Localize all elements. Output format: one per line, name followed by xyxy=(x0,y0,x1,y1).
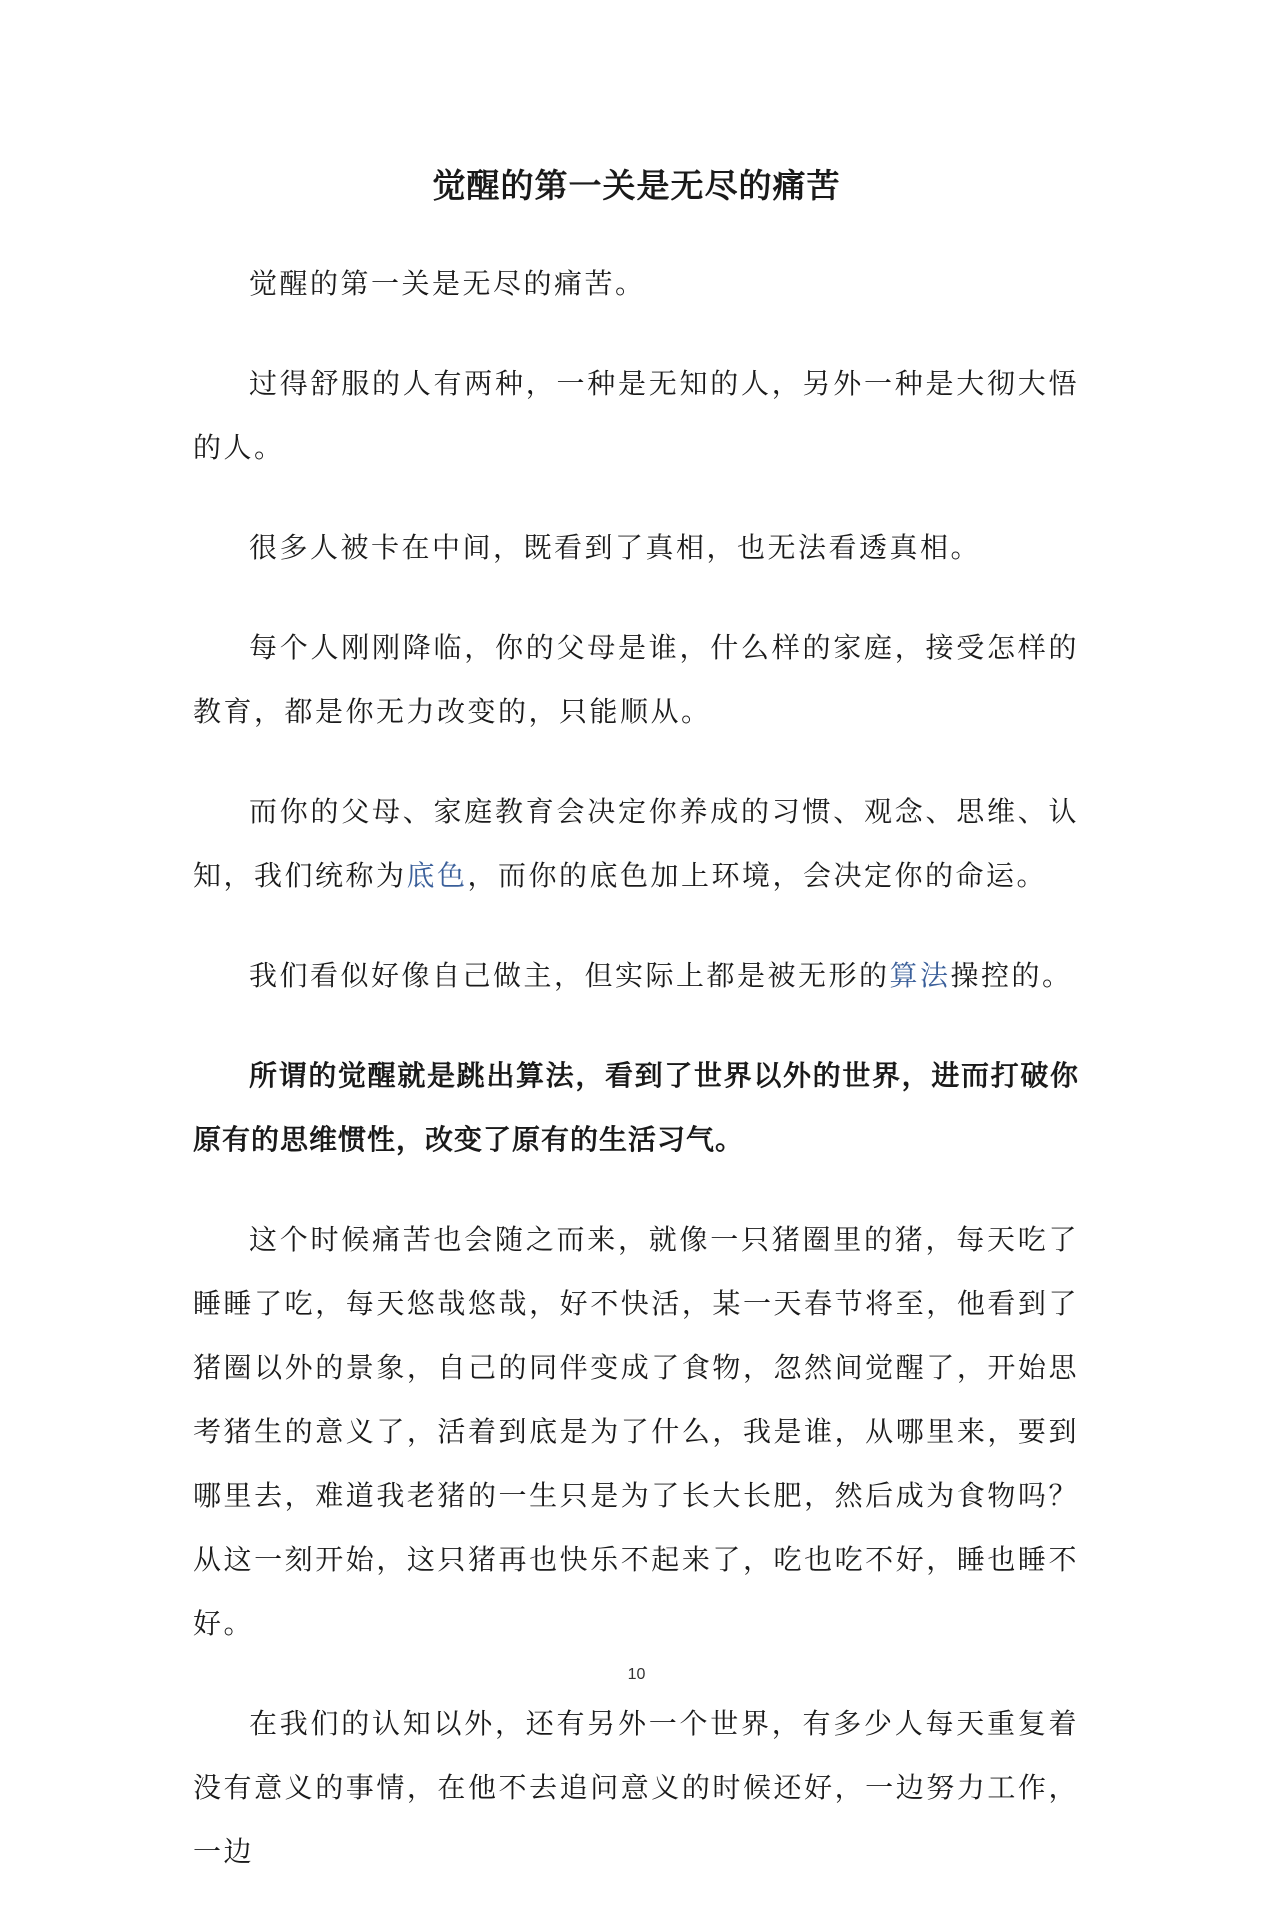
paragraph-6 xyxy=(193,944,1079,1008)
paragraph-8: 这个时候痛苦也会随之而来，就像一只猪圈里的猪，每天吃了睡睡了吃，每天悠哉悠哉，好不快活，某一天春节将至，他看到了猪圈以外的景象，自己的同伴变成了食物，忽然间觉醒了，开始思考猪生的意义了，活着到底是为了什么，我是谁，从哪里来，要到哪里去，难道我老猪的一生只是为了长大长肥，然后成为食物吗？从这一刻开始，这只猪再也快乐不起来了，吃也吃不好，睡也睡不好。 xyxy=(193,1223,1079,1640)
link-dise[interactable]: 底色 xyxy=(406,859,468,892)
paragraph-1: 觉醒的第一关是无尽的痛苦。 xyxy=(249,267,646,300)
paragraph-5-text-before: 而你的父母、家庭教育会决定你养成的习惯、观念、思维、认知，我们统称为 xyxy=(193,795,1079,892)
page-number: 10 xyxy=(627,1666,646,1683)
paragraph-6-text-after: 操控的。 xyxy=(950,959,1073,992)
paragraph-7-emphasis: 所谓的觉醒就是跳出算法，看到了世界以外的世界，进而打破你原有的思维惯性，改变了原有的生活习气。 xyxy=(193,1059,1079,1156)
paragraph-6-text-before: 我们看似好像自己做主，但实际上都是被无形的 xyxy=(249,959,890,992)
paragraph-2: 过得舒服的人有两种，一种是无知的人，另外一种是大彻大悟的人。 xyxy=(193,367,1079,464)
paragraph-9: 在我们的认知以外，还有另外一个世界，有多少人每天重复着没有意义的事情，在他不去追问意义的时候还好，一边努力工作，一边 xyxy=(193,1707,1079,1868)
paragraph-4: 每个人刚刚降临，你的父母是谁，什么样的家庭，接受怎样的教育，都是你无力改变的，只能顺从。 xyxy=(193,631,1079,728)
paragraph-5 xyxy=(193,780,1079,908)
link-suanfa[interactable]: 算法 xyxy=(889,959,951,992)
paragraph-5-text-after: ，而你的底色加上环境，会决定你的命运。 xyxy=(467,859,1048,892)
paragraph-3: 很多人被卡在中间，既看到了真相，也无法看透真相。 xyxy=(249,531,982,564)
page-title: 觉醒的第一关是无尽的痛苦 xyxy=(432,166,841,205)
